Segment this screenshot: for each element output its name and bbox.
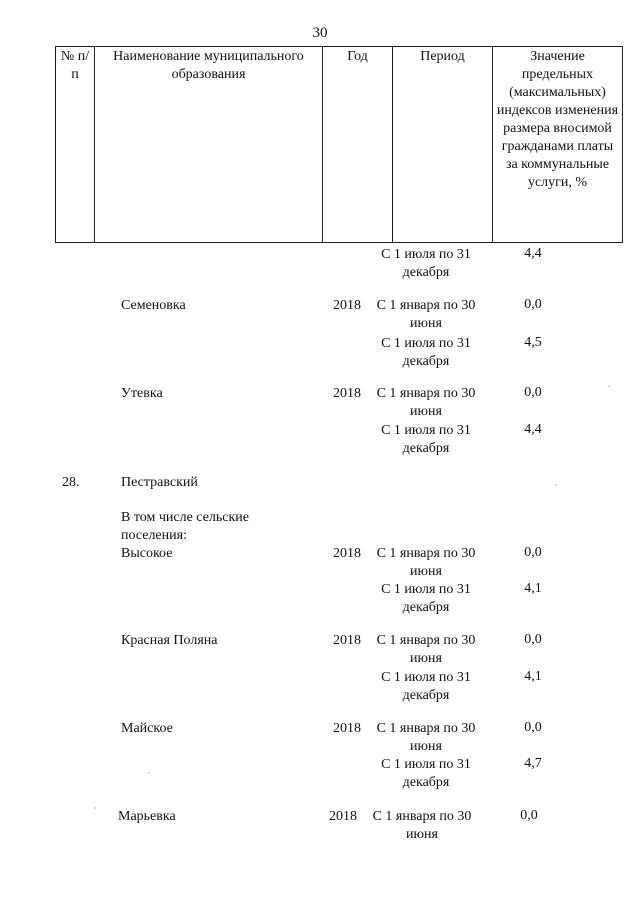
settlement-name: Марьевка [118,809,176,824]
settlement-year: 2018 [333,546,361,561]
value-first-half: 0,0 [524,720,542,735]
scan-speck [94,807,96,809]
value-first-half: 0,0 [524,297,542,312]
period-first-half: С 1 января по 30 июня [376,633,476,666]
settlement-name: Красная Поляна [121,633,218,648]
page-number: 30 [312,25,328,41]
header-col-name: Наименование муниципального образования [95,47,323,243]
table-header [55,46,623,243]
value-second-half: 4,1 [524,581,542,596]
period-first-half: С 1 января по 30 июня [376,386,476,419]
period-first-half: С 1 января по 30 июня [376,546,476,579]
period-second-half: С 1 июля по 31 декабря [381,423,471,456]
value-first-half: 0,0 [524,632,542,647]
period-second-half: С 1 июля по 31 декабря [381,670,471,703]
settlement-name: Утевка [121,386,163,401]
scan-speck [148,772,150,774]
settlement-year: 2018 [329,809,357,824]
scan-speck [555,484,557,486]
value-first-half: 0,0 [520,808,538,823]
continued-value: 4,4 [524,246,542,261]
value-second-half: 4,5 [524,335,542,350]
period-first-half: С 1 января по 30 июня [372,809,472,842]
header-col-period: Период [393,47,493,243]
value-first-half: 0,0 [524,385,542,400]
district-number: 28. [62,475,80,490]
settlement-year: 2018 [333,721,361,736]
scan-speck [608,385,610,387]
settlement-year: 2018 [333,298,361,313]
continued-period: С 1 июля по 31 декабря [381,247,471,280]
settlement-name: Майское [121,721,173,736]
district-name: Пестравский [121,475,198,490]
period-second-half: С 1 июля по 31 декабря [381,582,471,615]
period-first-half: С 1 января по 30 июня [376,721,476,754]
period-first-half: С 1 января по 30 июня [376,298,476,331]
period-second-half: С 1 июля по 31 декабря [381,336,471,369]
district-subtitle: В том числе сельские поселения: [121,510,250,543]
settlement-name: Высокое [121,546,173,561]
settlement-name: Семеновка [121,298,186,313]
settlement-year: 2018 [333,386,361,401]
value-second-half: 4,4 [524,422,542,437]
period-second-half: С 1 июля по 31 декабря [381,757,471,790]
value-first-half: 0,0 [524,545,542,560]
header-col-number: № п/п [56,47,95,243]
settlement-year: 2018 [333,633,361,648]
value-second-half: 4,1 [524,669,542,684]
header-col-value: Значение предельных (максимальных) индексов изменения размера вносимой гражданами платы за коммунальные услуги, % [493,47,623,243]
value-second-half: 4,7 [524,756,542,771]
header-col-year: Год [323,47,393,243]
